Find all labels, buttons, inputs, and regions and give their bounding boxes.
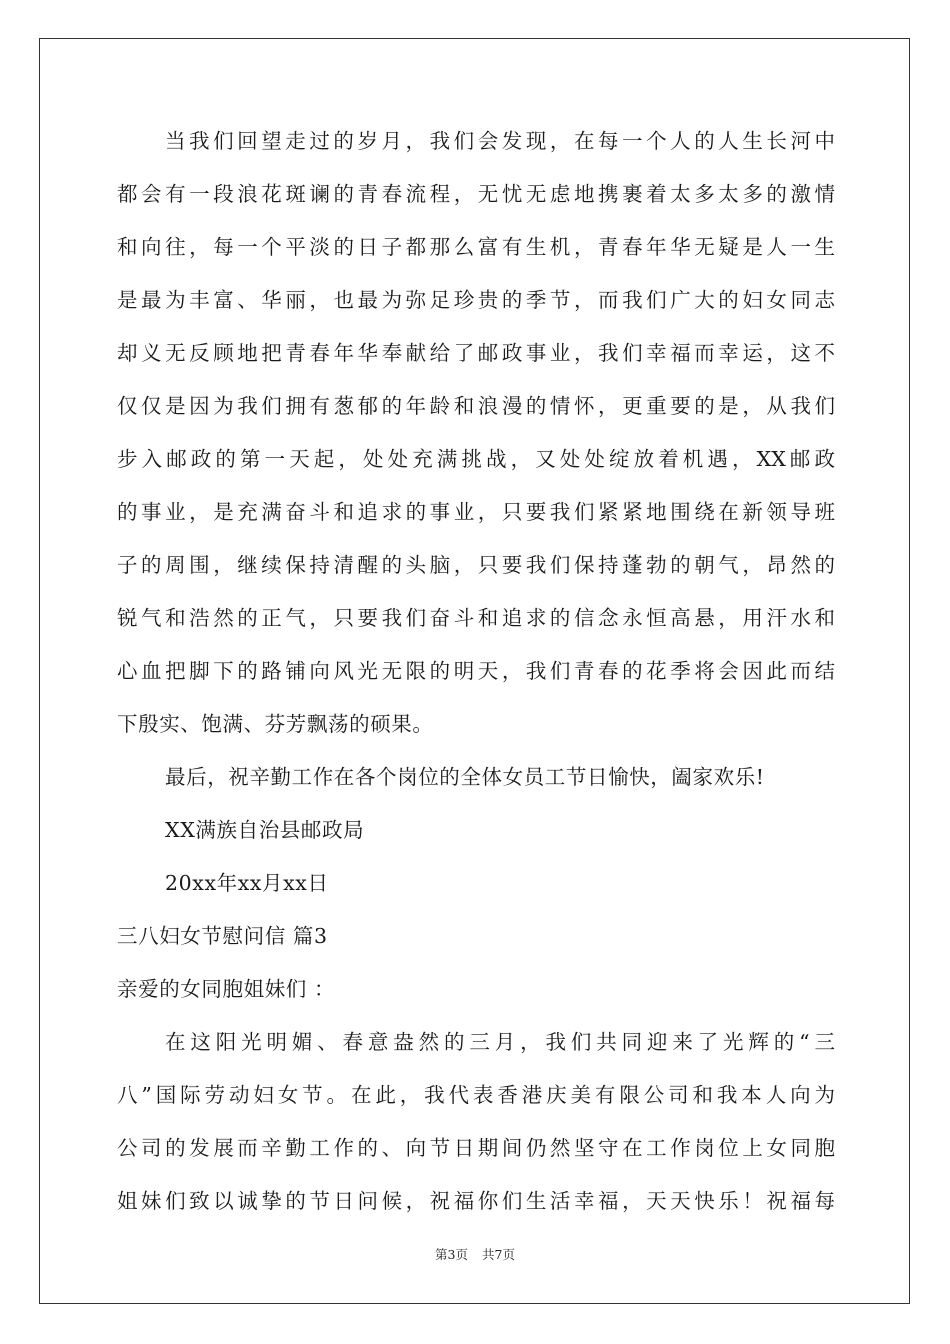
text-line: 心血把脚下的路铺向风光无限的明天，我们青春的花季将会因此而结 bbox=[117, 659, 835, 683]
signature-date: 20xx年xx月xx日 bbox=[165, 871, 329, 895]
text-line: 在这阳光明媚、春意盎然的三月，我们共同迎来了光辉的“三 bbox=[165, 1030, 835, 1054]
text-line: 当我们回望走过的岁月，我们会发现，在每一个人的人生长河中 bbox=[165, 129, 835, 153]
page-number-current: 第3页 bbox=[435, 1247, 468, 1262]
text-line: 下殷实、饱满、芬芳飘荡的硕果。 bbox=[117, 712, 434, 736]
salutation: 亲爱的女同胞姐妹们 ： bbox=[117, 977, 336, 1001]
text-line: 是最为丰富、华丽，也最为弥足珍贵的季节，而我们广大的妇女同志 bbox=[117, 288, 835, 312]
text-line: 子的周围，继续保持清醒的头脑，只要我们保持蓬勃的朝气，昂然的 bbox=[117, 553, 835, 577]
text-line: 都会有一段浪花斑谰的青春流程，无忧无虑地携裹着太多太多的激情 bbox=[117, 182, 835, 206]
text-line: 锐气和浩然的正气，只要我们奋斗和追求的信念永恒高悬，用汗水和 bbox=[117, 606, 835, 630]
text-line: 和向往，每一个平淡的日子都那么富有生机，青春年华无疑是人一生 bbox=[117, 235, 835, 259]
page-footer bbox=[0, 1247, 950, 1263]
text-line: 仅仅是因为我们拥有葱郁的年龄和浪漫的情怀，更重要的是，从我们 bbox=[117, 394, 835, 418]
page-number-total: 共7页 bbox=[482, 1247, 515, 1262]
text-line: 的事业，是充满奋斗和追求的事业，只要我们紧紧地围绕在新领导班 bbox=[117, 500, 835, 524]
text-line: 步入邮政的第一天起，处处充满挑战，又处处绽放着机遇，XX邮政 bbox=[117, 447, 835, 471]
section-heading: 三八妇女节慰问信 篇3 bbox=[117, 924, 328, 948]
signature-organization: XX满族自治县邮政局 bbox=[165, 818, 365, 842]
text-line: 却义无反顾地把青春年华奉献给了邮政事业，我们幸福而幸运，这不 bbox=[117, 341, 835, 365]
text-line: 八”国际劳动妇女节。在此，我代表香港庆美有限公司和我本人向为 bbox=[117, 1083, 835, 1107]
text-line: 姐妹们致以诚挚的节日问候，祝福你们生活幸福，天天快乐！祝福每 bbox=[117, 1189, 835, 1213]
closing-wish: 最后，祝辛勤工作在各个岗位的全体女员工节日愉快，阖家欢乐! bbox=[165, 765, 765, 789]
text-line: 公司的发展而辛勤工作的、向节日期间仍然坚守在工作岗位上女同胞 bbox=[117, 1136, 835, 1160]
